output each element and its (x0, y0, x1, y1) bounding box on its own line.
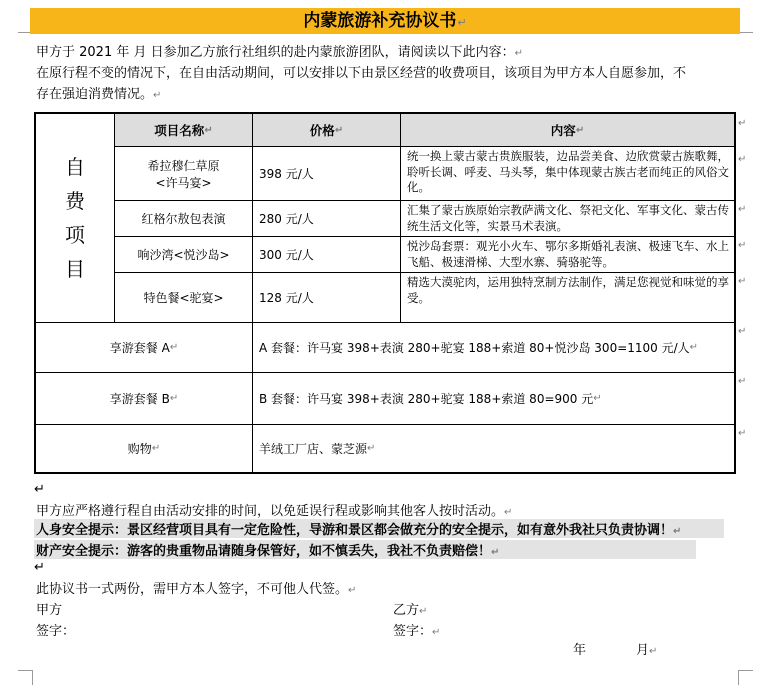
header-price: 价格 ↵ (252, 114, 400, 146)
item-content-3: 悦沙岛套票：观光小火车、鄂尔多斯婚礼表演、极速飞车、水上飞船、极速滑梯、大型水寨、骑骆驼等。 (400, 236, 734, 272)
document-title: 内蒙旅游补充协议书 (303, 11, 457, 31)
row-end-mark: ↵ (738, 376, 747, 387)
self-paid-items-label: 自 费 项 目 (65, 155, 85, 281)
row-end-mark: ↵ (738, 428, 747, 439)
item-content-2: 汇集了蒙古族原始宗教萨满文化、祭祀文化、军事文化、蒙古传统生活文化等，实景马术表演。 (400, 200, 734, 236)
schedule-note: 甲方应严格遵行程自由活动安排的时间，以免延误行程或影响其他客人按时活动。↵ (36, 504, 513, 519)
item-price-2: 280 元/人 (252, 200, 400, 236)
fee-items-table (34, 112, 736, 474)
row-end-mark: ↵ (738, 326, 747, 337)
package-b-label: 享游套餐 B ↵ (36, 372, 252, 424)
shopping-detail: 羊绒工厂店、蒙芝源 ↵ (252, 424, 734, 472)
blank-line: ↵ (34, 560, 45, 575)
item-name-3: 响沙湾<悦沙岛> (114, 236, 252, 272)
item-content-4: 精选大漠驼肉，运用独特烹制方法制作，满足您视觉和味觉的享受。 (400, 272, 734, 322)
item-name-4: 特色餐<驼宴> (114, 272, 252, 322)
intro-line-2: 在原行程不变的情况下，在自由活动期间，可以安排以下由景区经营的收费项目，该项目为甲方本人自愿参加，不 (36, 66, 687, 81)
item-price-4: 128 元/人 (252, 272, 400, 322)
property-warning: 财产安全提示：游客的贵重物品请随身保管好，如不慎丢失，我社不负责赔偿！↵ (34, 540, 696, 559)
shopping-label: 购物 ↵ (36, 424, 252, 472)
crop-mark-bottom-right (738, 670, 753, 685)
package-a-label: 享游套餐 A ↵ (36, 322, 252, 372)
item-content-1: 统一换上蒙古蒙古贵族服装，边品尝美食、边欣赏蒙古族歌舞，聆听长调、呼麦、马头琴，集中体现蒙古族古老而纯正的风俗文化。 (400, 146, 734, 200)
intro-line-1: 甲方于 2021 年 月 日参加乙方旅行社组织的赴内蒙旅游团队，请阅读以下此内容：↵ (36, 45, 524, 60)
intro-line-3: 存在强迫消费情况。↵ (36, 87, 162, 102)
package-a-detail: A 套餐：许马宴 398+表演 280+驼宴 188+索道 80+悦沙岛 300=1100 元/人 ↵ (252, 322, 734, 372)
item-name-1: 希拉穆仁草原 <许马宴> (114, 146, 252, 200)
party-a-label: 甲方 (36, 603, 63, 618)
row-end-mark: ↵ (738, 240, 747, 251)
header-item-name: 项目名称 ↵ (114, 114, 252, 146)
safety-warning: 人身安全提示：景区经营项目具有一定危险性，导游和景区都会做充分的安全提示，如有意外我社只负责协调！↵ (34, 519, 724, 538)
document-title-bar (30, 8, 740, 34)
blank-line: ↵ (34, 482, 45, 497)
row-end-mark: ↵ (738, 118, 747, 129)
item-price-1: 398 元/人 (252, 146, 400, 200)
row-end-mark: ↵ (738, 204, 747, 215)
party-b-label: 乙方↵ (393, 603, 428, 618)
crop-mark-bottom-left (18, 670, 33, 685)
item-price-3: 300 元/人 (252, 236, 400, 272)
header-content: 内容 ↵ (400, 114, 734, 146)
copies-note: 此协议书一式两份，需甲方本人签字，不可他人代签。↵ (36, 582, 357, 597)
item-name-2: 红格尔敖包表演 (114, 200, 252, 236)
row-end-mark: ↵ (738, 154, 747, 165)
date-year: 年 (573, 643, 587, 658)
package-b-detail: B 套餐：许马宴 398+表演 280+驼宴 188+索道 80=900 元 ↵ (252, 372, 734, 424)
party-b-signature: 签字：↵ (393, 624, 441, 639)
date-month: 月↵ (636, 643, 658, 658)
party-a-signature: 签字： (36, 624, 76, 639)
row-end-mark: ↵ (738, 276, 747, 287)
crop-mark-top-right (738, 18, 753, 33)
paragraph-mark-icon: ↵ (457, 16, 467, 29)
